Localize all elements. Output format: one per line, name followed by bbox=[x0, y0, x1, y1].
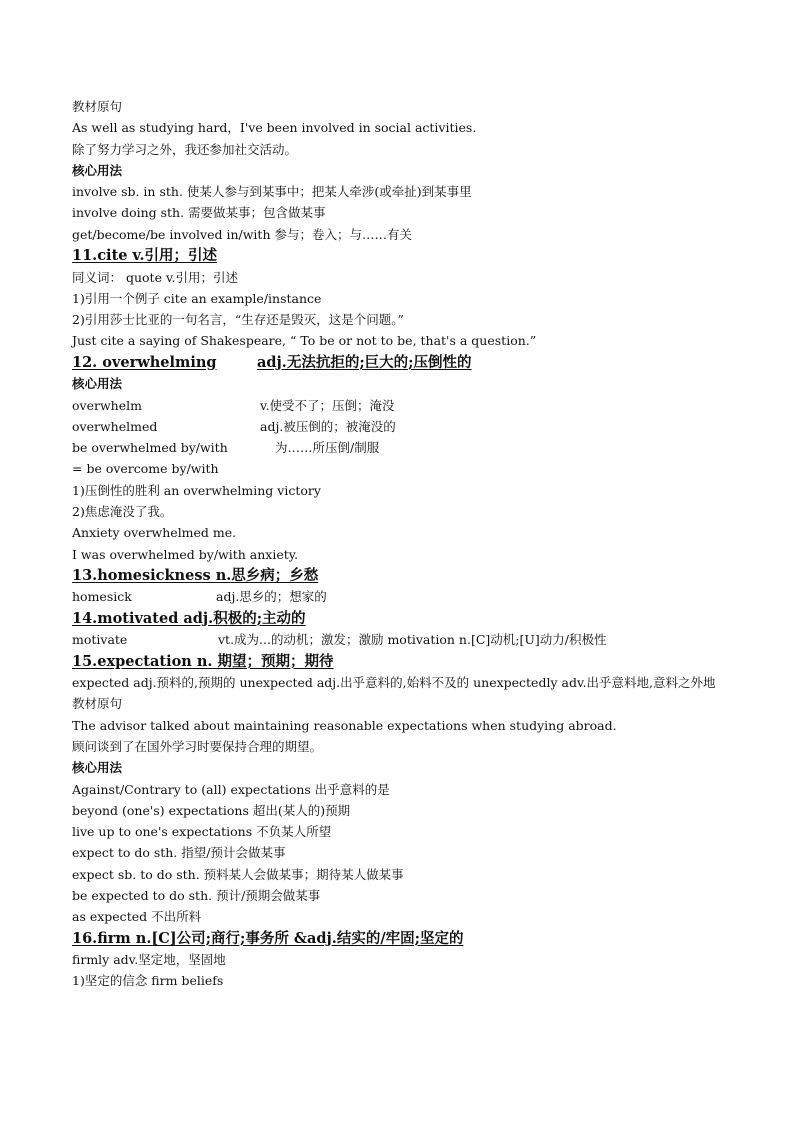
usage-line: be expected to do sth. 预计/预期会做某事 bbox=[72, 888, 321, 903]
usage-line: = be overcome by/with bbox=[72, 461, 219, 477]
usage-line: involve doing sth. 需要做某事；包含做某事 bbox=[72, 205, 326, 221]
usage-line: live up to one's expectations 不负某人所望 bbox=[72, 824, 332, 840]
usage-line: expected adj.预料的,预期的 unexpected adj.出乎意料的,始料不及的 unexpectedly adv.出乎意料地,意料之外地 bbox=[72, 675, 716, 691]
usage-line: firmly adv.坚定地，坚固地 bbox=[72, 952, 226, 968]
textbook-sentence-label: 教材原句 bbox=[72, 99, 123, 114]
example-line: Just cite a saying of Shakespeare, “ To be or not to be, that's a question.” bbox=[72, 333, 537, 349]
usage-line: expect to do sth. 指望/预计会做某事 bbox=[72, 845, 286, 861]
example-line: I was overwhelmed by/with anxiety. bbox=[72, 546, 299, 562]
usage-line: expect sb. to do sth. 预料某人会做某事；期待某人做某事 bbox=[72, 866, 404, 882]
example-sentence-en: The advisor talked about maintaining reasonable expectations when studying abroad. bbox=[72, 717, 617, 733]
synonym-line: 同义词： quote v.引用；引述 bbox=[72, 269, 238, 285]
entry-heading-motivated: 14.motivated adj.积极的;主动的 bbox=[72, 609, 306, 627]
core-usage-label: 核心用法 bbox=[72, 376, 123, 392]
document-page bbox=[72, 96, 732, 992]
textbook-sentence-label: 教材原句 bbox=[72, 696, 123, 712]
usage-line: Against/Contrary to (all) expectations 出乎意料的是 bbox=[72, 781, 390, 797]
example-line: 1)坚定的信念 firm beliefs bbox=[72, 973, 224, 989]
example-line: 1)压倒性的胜利 an overwhelming victory bbox=[72, 482, 321, 498]
usage-line: motivate vt.成为...的动机；激发；激励 motivation n.[C]动机;[U]动力/积极性 bbox=[72, 632, 607, 648]
usage-line: involve sb. in sth. 使某人参与到某事中；把某人牵涉(或牵扯)到某事里 bbox=[72, 184, 472, 200]
example-line: 2)焦虑淹没了我。 bbox=[72, 504, 173, 520]
example-line: Anxiety overwhelmed me. bbox=[72, 525, 237, 541]
core-usage-label: 核心用法 bbox=[72, 162, 123, 178]
usage-line: beyond (one's) expectations 超出(某人的)预期 bbox=[72, 802, 351, 818]
usage-line: homesick adj.思乡的；想家的 bbox=[72, 589, 327, 605]
entry-heading-cite: 11.cite v.引用；引述 bbox=[72, 247, 218, 265]
example-line: 2)引用莎士比亚的一句名言，“生存还是毁灭，这是个问题。” bbox=[72, 312, 404, 328]
entry-heading-firm: 16.firm n.[C]公司;商行;事务所 &adj.结实的/牢固;坚定的 bbox=[72, 929, 464, 947]
entry-heading-expectation: 15.expectation n. 期望；预期；期待 bbox=[72, 652, 334, 670]
usage-line: overwhelmed adj.被压倒的；被淹没的 bbox=[72, 418, 396, 434]
core-usage-label: 核心用法 bbox=[72, 760, 123, 776]
entry-heading-overwhelming: 12. overwhelming adj.无法抗拒的;巨大的;压倒性的 bbox=[72, 353, 472, 371]
entry-heading-homesickness: 13.homesickness n.思乡病；乡愁 bbox=[72, 566, 319, 584]
example-sentence-en: As well as studying hard，I've been involved in social activities. bbox=[72, 120, 477, 136]
usage-line: overwhelm v.使受不了；压倒；淹没 bbox=[72, 397, 395, 413]
example-sentence-zh: 除了努力学习之外，我还参加社交活动。 bbox=[72, 141, 298, 157]
example-line: 1)引用一个例子 cite an example/instance bbox=[72, 290, 322, 306]
usage-line: be overwhelmed by/with 为……所压倒/制服 bbox=[72, 440, 380, 456]
example-sentence-zh: 顾问谈到了在国外学习时要保持合理的期望。 bbox=[72, 738, 323, 754]
usage-line: get/become/be involved in/with 参与；卷入；与……有关 bbox=[72, 226, 412, 242]
usage-line: as expected 不出所料 bbox=[72, 909, 202, 925]
